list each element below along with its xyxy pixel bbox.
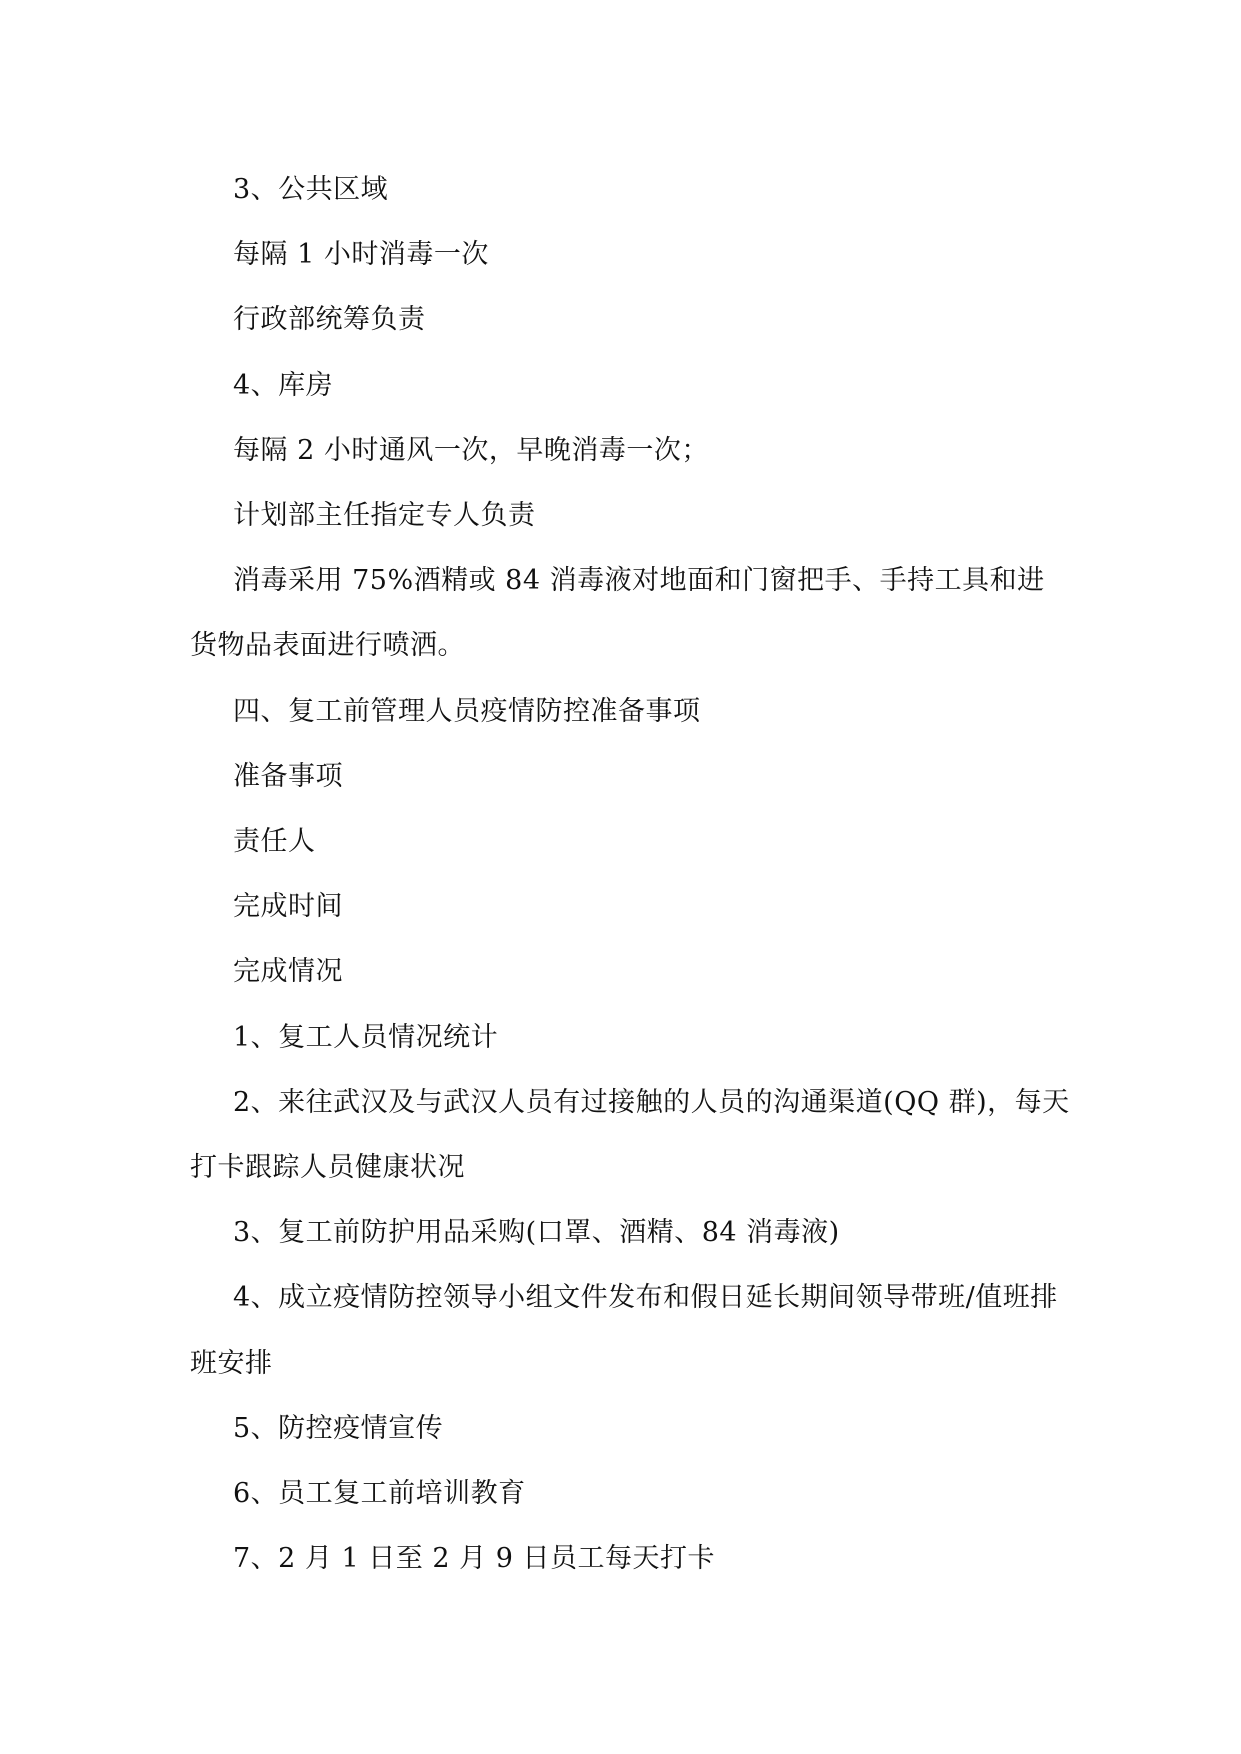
document-body	[190, 157, 1070, 1591]
section-heading-warehouse: 4、库房	[233, 369, 334, 401]
paragraph: 计划部主任指定专人负责	[233, 500, 536, 532]
column-label-status: 完成情况	[233, 956, 343, 988]
column-label-item: 准备事项	[233, 760, 343, 792]
list-item: 5、防控疫情宣传	[233, 1412, 444, 1444]
paragraph: 每隔 1 小时消毒一次	[233, 239, 489, 271]
column-label-deadline: 完成时间	[233, 891, 343, 923]
section-heading-preparation: 四、复工前管理人员疫情防控准备事项	[233, 695, 701, 727]
list-item: 1、复工人员情况统计	[233, 1021, 499, 1053]
list-item: 4、成立疫情防控领导小组文件发布和假日延长期间领导带班/值班排班安排	[190, 1282, 1058, 1379]
section-heading-public-area: 3、公共区域	[233, 174, 389, 205]
column-label-owner: 责任人	[233, 826, 316, 858]
paragraph: 行政部统筹负责	[233, 304, 426, 336]
list-item: 2、来往武汉及与武汉人员有过接触的人员的沟通渠道(QQ 群)，每天打卡跟踪人员健康状况	[190, 1086, 1070, 1184]
paragraph: 每隔 2 小时通风一次，早晚消毒一次；	[233, 434, 709, 466]
list-item: 7、2 月 1 日至 2 月 9 日员工每天打卡	[233, 1543, 715, 1575]
list-item: 3、复工前防护用品采购(口罩、酒精、84 消毒液)	[233, 1217, 840, 1249]
paragraph-disinfection-method: 消毒采用 75%酒精或 84 消毒液对地面和门窗把手、手持工具和进货物品表面进行喷洒。	[190, 565, 1045, 662]
list-item: 6、员工复工前培训教育	[233, 1478, 526, 1510]
